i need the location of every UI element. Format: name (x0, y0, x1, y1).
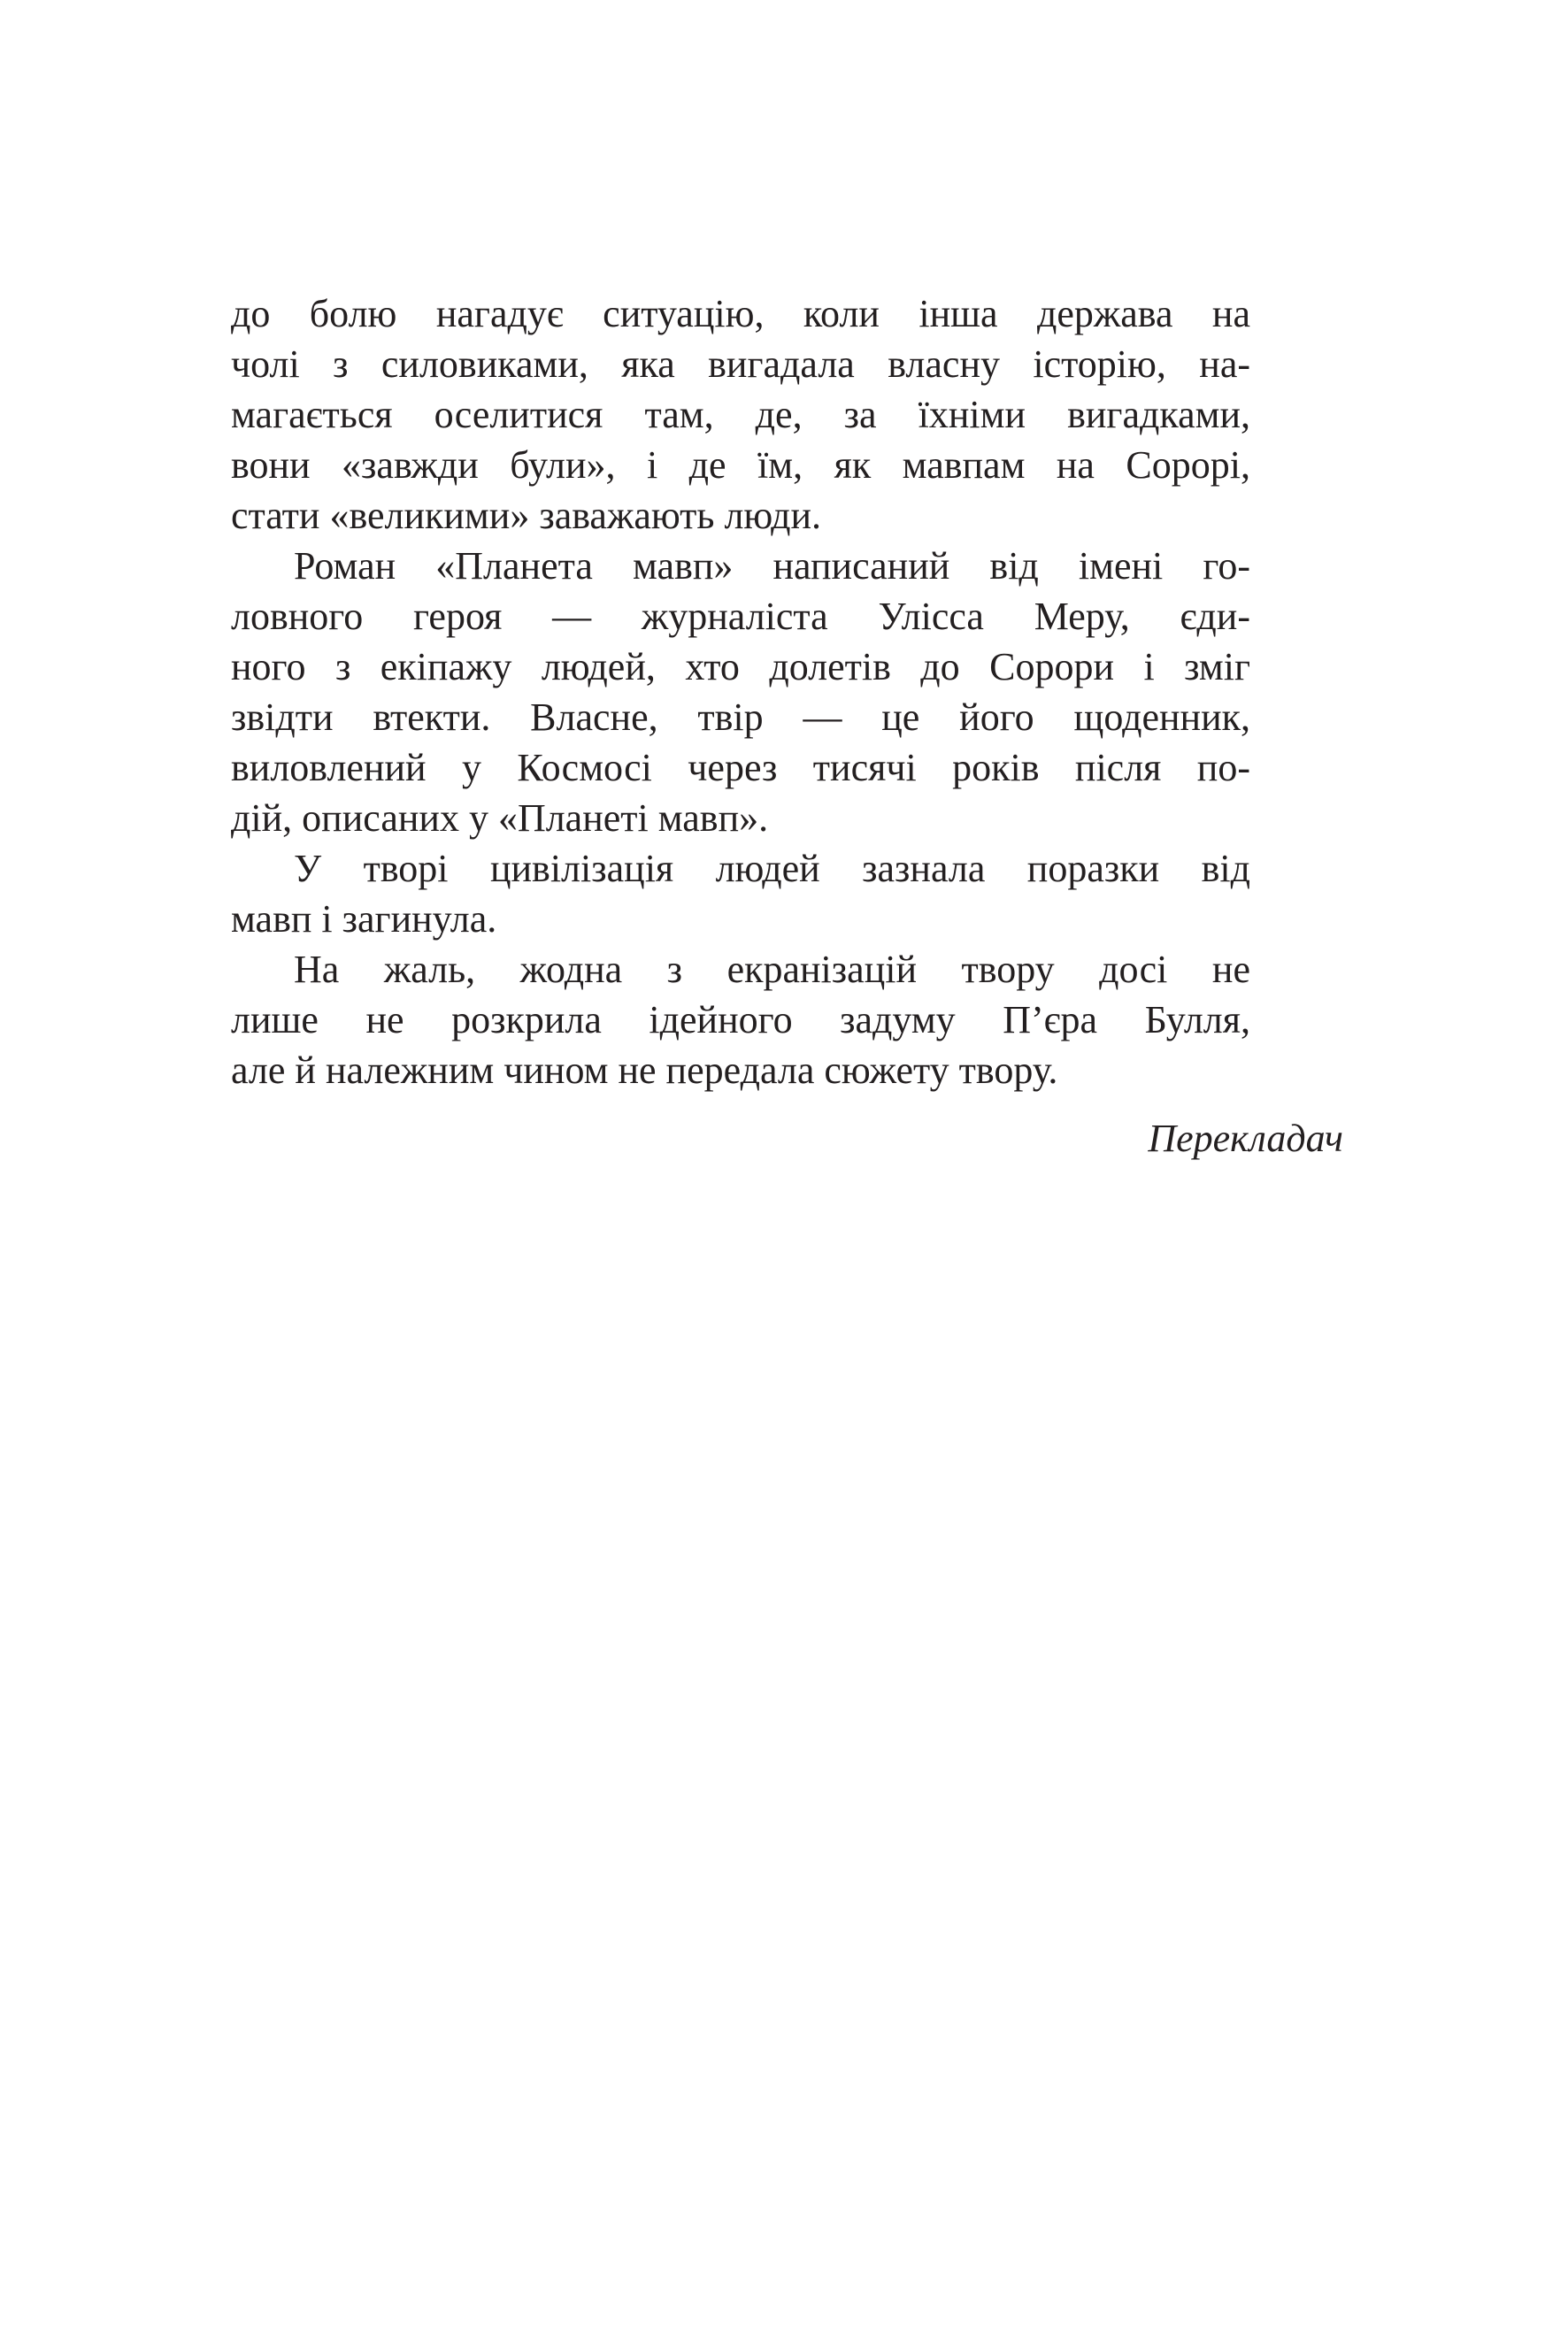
text-line: ловного героя — журналіста Улісса Меру, єди- (231, 595, 1250, 638)
body-text (231, 288, 1250, 1095)
text-line: звідти втекти. Власне, твір — це його щоденник, (231, 695, 1250, 739)
paragraph (231, 843, 1250, 944)
text-line: ного з екіпажу людей, хто долетів до Сорори і зміг (231, 645, 1250, 688)
text-line: Роман «Планета мавп» написаний від імені го- (294, 544, 1250, 588)
text-line: дій, описаних у «Планеті мавп». (231, 796, 769, 840)
paragraph (231, 541, 1250, 843)
paragraph (231, 288, 1250, 541)
text-line: У творі цивілізація людей зазнала поразки від (294, 847, 1250, 890)
paragraph (231, 944, 1250, 1095)
signature: Перекладач (1148, 1117, 1343, 1160)
text-line: мавп і загинула. (231, 897, 497, 941)
text-line: до болю нагадує ситуацію, коли інша держава на (231, 292, 1250, 335)
text-line: чолі з силовиками, яка вигадала власну історію, на- (231, 342, 1250, 386)
text-line: На жаль, жодна з екранізацій твору досі не (294, 948, 1250, 991)
text-line: магається оселитися там, де, за їхніми вигадками, (231, 393, 1250, 436)
text-line: виловлений у Космосі через тисячі років після по- (231, 746, 1250, 789)
text-line: стати «великими» заважають люди. (231, 494, 822, 537)
text-line: лише не розкрила ідейного задуму П’єра Булля, (231, 998, 1250, 1041)
text-line: але й належним чином не передала сюжету твору. (231, 1049, 1058, 1092)
text-line: вони «завжди були», і де їм, як мавпам на Сорорі, (231, 443, 1250, 487)
